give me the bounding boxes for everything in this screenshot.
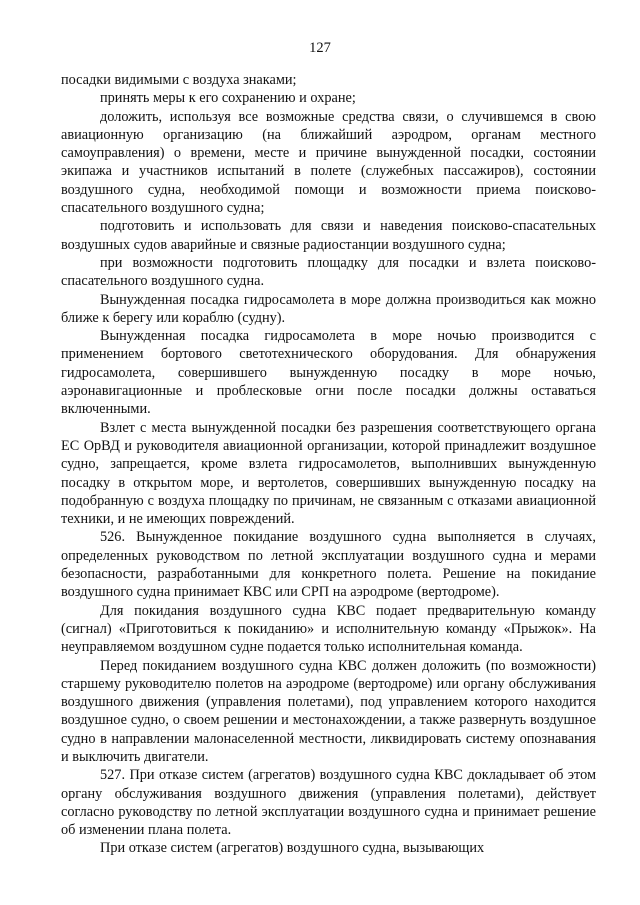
paragraph-takeoff-restriction: Взлет с места вынужденной посадки без разрешения соответствующего органа ЕС ОрВД и руководителя авиационной организации, которой принадлежит воздушное судно, запрещается, кроме взлета гидросамолетов, выполнивших вынужденную посадку в открытом море, и вертолетов, совершивших вынужденную посадку на подобранную с воздуха площадку по причинам, не связанным с отказами авиационной техники, и не имеющих повреждений. <box>61 419 596 528</box>
paragraph-report-incident: доложить, используя все возможные средства связи, о случившемся в свою авиационную организацию (на ближайший аэродром, органам местного самоуправления) о времени, месте и причине вынужденной посадки, состоянии экипажа и участников испытаний в полете (служебных пассажиров), состоянии воздушного судна, необходимой помощи и возможности приема поисково-спасательного воздушного судна; <box>61 108 596 217</box>
paragraph-continuation: посадки видимыми с воздуха знаками; <box>61 72 297 88</box>
paragraph-abandon-commands: Для покидания воздушного судна КВС подает предварительную команду (сигнал) «Приготовиться к покиданию» и исполнительную команду «Прыжок». На неуправляемом воздушном судне подается только исполнительная команда. <box>61 602 596 656</box>
document-body <box>61 71 596 858</box>
paragraph-526: 526. Вынужденное покидание воздушного судна выполняется в случаях, определенных руководством по летной эксплуатации воздушного судна и мерами безопасности, разработанными для конкретного полета. Решение на покидание воздушного судна принимает КВС или СРП на аэродроме (вертодроме). <box>61 529 596 601</box>
paragraph-seaplane-night: Вынужденная посадка гидросамолета в море ночью производится с применением бортового светотехнического оборудования. Для обнаружения гидросамолета, совершившего вынужденную посадку в море ночью, аэронавигационные и проблесковые огни после посадки должны оставаться включенными. <box>61 328 596 418</box>
paragraph-before-abandon: Перед покиданием воздушного судна КВС должен доложить (по возможности) старшему руководителю полетов на аэродроме (вертодроме) или органу обслуживания воздушного движения (управления полетами), под управлением которого находится воздушное судно, о своем решении и местонахождении, а также развернуть воздушное судно в направлении малонаселенной местности, ликвидировать систему опознавания и выключить двигатели. <box>61 657 596 765</box>
paragraph-preserve-aircraft: принять меры к его сохранению и охране; <box>100 90 356 107</box>
paragraph-landing-site: при возможности подготовить площадку для посадки и взлета поисково-спасательного воздушного судна. <box>61 254 596 290</box>
paragraph-seaplane-landing: Вынужденная посадка гидросамолета в море должна производиться как можно ближе к берегу или кораблю (судну). <box>61 291 596 326</box>
paragraph-radio-stations: подготовить и использовать для связи и наведения поисково-спасательных воздушных судов аварийные и связные радиостанции воздушного судна; <box>61 218 596 253</box>
page-number: 127 <box>309 40 331 56</box>
paragraph-527: 527. При отказе систем (агрегатов) воздушного судна КВС докладывает об этом органу обслуживания воздушного движения (управления полетами), действует согласно руководству по летной эксплуатации воздушного судна и принимает решение об изменении плана полета. <box>61 767 596 839</box>
paragraph-system-failure: При отказе систем (агрегатов) воздушного судна, вызывающих <box>100 840 485 857</box>
